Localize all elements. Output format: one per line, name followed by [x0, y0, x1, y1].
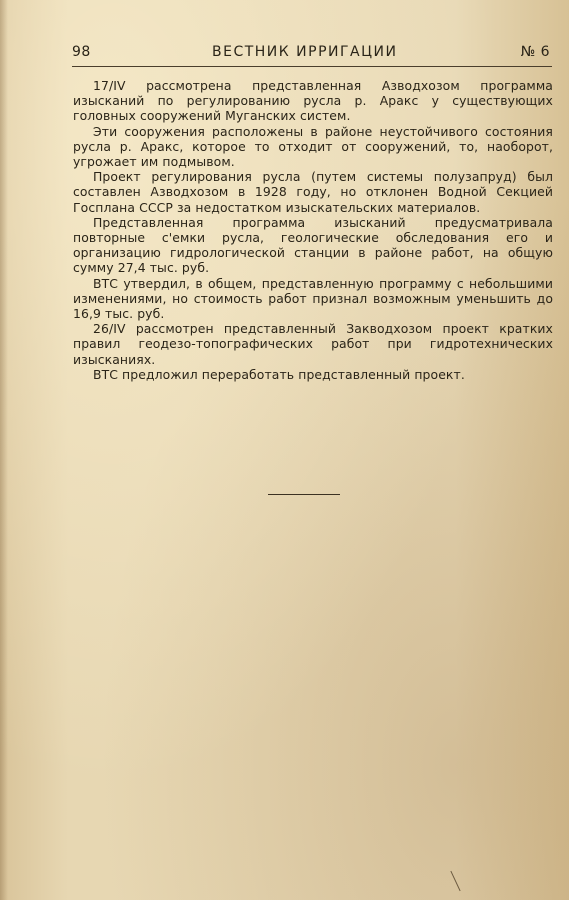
page-header	[72, 44, 550, 66]
issue-number: № 6	[520, 44, 550, 60]
page-spine-shadow	[0, 0, 8, 900]
paragraph: ВТС предложил переработать представленный проект.	[93, 366, 465, 382]
paragraph: Эти сооружения расположены в районе неустойчивого состояния русла р. Аракс, которое то отходит от сооружений, то, наоборот, угрожает им подмывом.	[73, 123, 553, 170]
paragraph: Представленная программа изысканий предусматривала повторные с'емки русла, геологические обследования его и организацию гидрологической станции в районе работ, на общую сумму 27,4 тыс. руб.	[73, 214, 553, 276]
header-divider	[72, 66, 552, 67]
journal-title: ВЕСТНИК ИРРИГАЦИИ	[212, 44, 398, 60]
section-end-rule	[268, 494, 340, 495]
paragraph: Проект регулирования русла (путем системы полузапруд) был составлен Азводхозом в 1928 году, но отклонен Водной Секцией Госплана СССР за недостатком изыскательских материалов.	[73, 169, 553, 215]
paragraph: 26/IV рассмотрен представленный Закводхозом проект кратких правил геодезо-топографических работ при гидротехнических изысканиях.	[73, 321, 553, 367]
paper-scratch-mark	[450, 871, 460, 891]
paragraph: ВТС утвердил, в общем, представленную программу с небольшими изменениями, но стоимость работ признал возможным уменьшить до 16,9 тыс. руб.	[73, 275, 553, 322]
article-body	[73, 78, 553, 382]
page-number: 98	[72, 44, 91, 60]
paragraph: 17/IV рассмотрена представленная Азводхозом программа изысканий по регулированию русла р. Аракс у существующих головных сооружений Муганских систем.	[73, 78, 553, 124]
